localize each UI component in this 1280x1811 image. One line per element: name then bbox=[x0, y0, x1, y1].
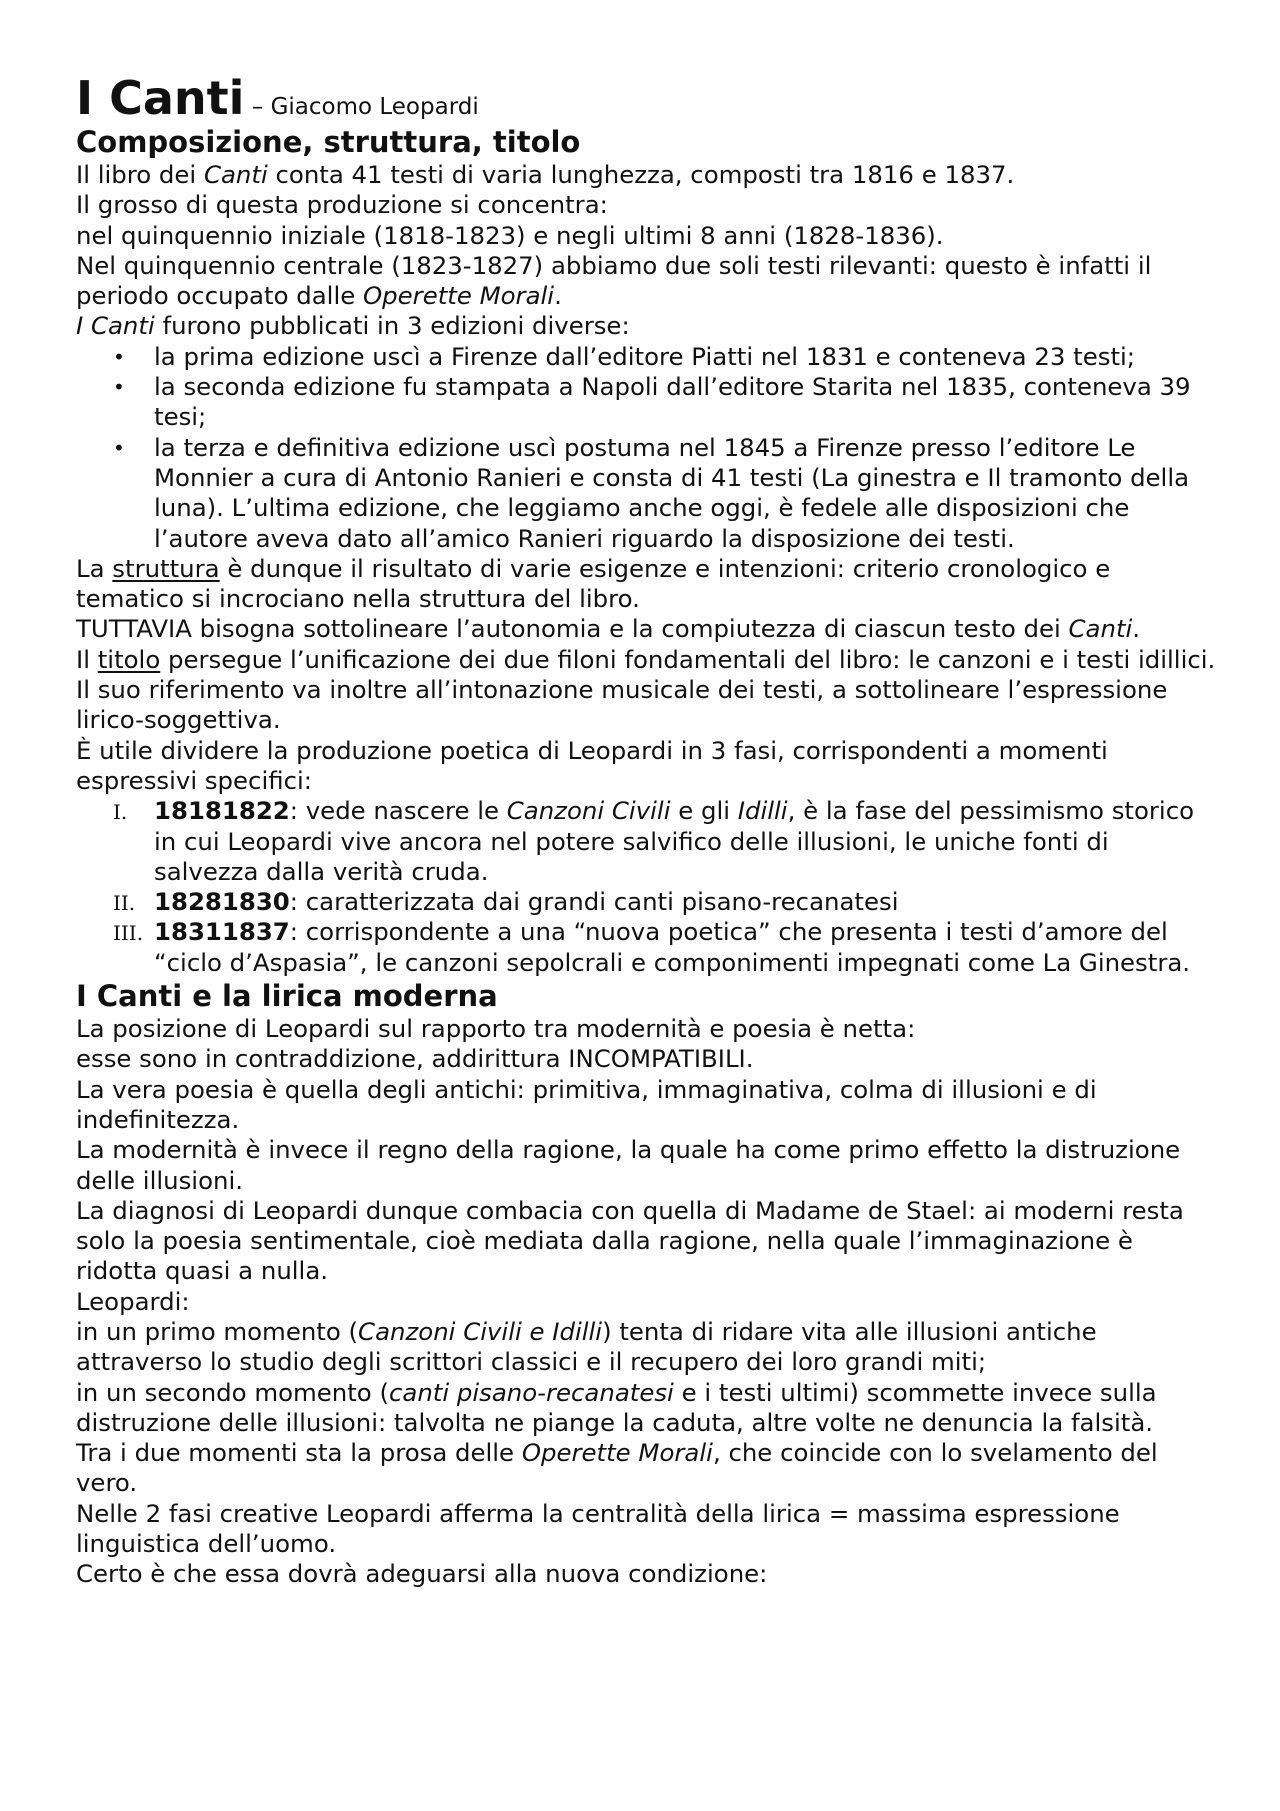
phases-list bbox=[76, 796, 1216, 978]
text: in un secondo momento ( bbox=[76, 1377, 389, 1407]
italic-text: Operette Morali bbox=[521, 1438, 713, 1468]
text: ) tenta di ridare vita alle illusioni antiche attraverso lo studio degli scrittori classici e il recupero dei loro grandi miti; bbox=[76, 1316, 1097, 1377]
text: Nel quinquennio centrale (1823-1827) abbiamo due soli testi rilevanti: questo è infatti il periodo occupato dalle bbox=[76, 250, 1152, 311]
paragraph: Leopardi: bbox=[76, 1286, 190, 1316]
text: La bbox=[76, 553, 113, 583]
text: e gli bbox=[670, 796, 738, 826]
paragraph bbox=[76, 554, 1216, 615]
paragraph: La posizione di Leopardi sul rapporto tra modernità e poesia è netta: bbox=[76, 1014, 916, 1044]
paragraph: La diagnosi di Leopardi dunque combacia con quella di Madame de Stael: ai moderni resta solo la poesia sentimentale, cioè mediata dalla ragione, nella quale l’immaginazione è ridotta quasi a nulla. bbox=[76, 1195, 1184, 1286]
paragraph bbox=[76, 160, 1216, 190]
text: TUTTAVIA bisogna sottolineare l’autonomia e la compiutezza di ciascun testo dei bbox=[76, 614, 1069, 644]
paragraph: esse sono in contraddizione, addirittura INCOMPATIBILI. bbox=[76, 1044, 754, 1074]
text: Il libro dei bbox=[76, 160, 204, 189]
paragraph bbox=[76, 1317, 1216, 1378]
paragraph bbox=[76, 1378, 1216, 1439]
text: . bbox=[1132, 614, 1141, 644]
text: , che coincide con lo svelamento del vero. bbox=[76, 1438, 1158, 1498]
paragraph bbox=[76, 251, 1216, 312]
italic-text: canti pisano-recanatesi bbox=[388, 1377, 674, 1407]
text: persegue l’unificazione dei due filoni fondamentali del libro: le canzoni e i testi idillici. Il suo riferimento va inoltre all’intonazione musicale dei testi, a sottolineare l’espressione lirico-soggettiva. bbox=[76, 644, 1216, 735]
document-title bbox=[76, 72, 1216, 124]
bold-text: 18281830 bbox=[154, 887, 290, 917]
title-dash: – bbox=[244, 94, 271, 120]
bold-text: 18181822 bbox=[154, 796, 290, 826]
paragraph: È utile dividere la produzione poetica di Leopardi in 3 fasi, corrispondenti a momenti espressivi specifici: bbox=[76, 735, 1108, 795]
text: conta 41 testi di varia lunghezza, composti tra 1816 e 1837. bbox=[267, 160, 1015, 189]
text: , è la fase del pessimismo storico in cui Leopardi vive ancora nel potere salvifico delle illusioni, le uniche fonti di salvezza dalla verità cruda. bbox=[154, 796, 1195, 886]
list-item bbox=[76, 887, 1216, 917]
italic-text: I Canti bbox=[76, 311, 155, 341]
paragraph: La vera poesia è quella degli antichi: primitiva, immaginativa, colma di illusioni e di indefinitezza. bbox=[76, 1074, 1097, 1134]
text: è dunque il risultato di varie esigenze e intenzioni: criterio cronologico e tematico si incrociano nella struttura del libro. bbox=[76, 553, 1111, 614]
italic-text: Canzoni Civili bbox=[506, 796, 671, 826]
text: Tra i due momenti sta la prosa delle bbox=[76, 1438, 522, 1468]
list-item: • la terza e definitiva edizione uscì postuma nel 1845 a Firenze presso l’editore Le Monnier a cura di Antonio Ranieri e consta di 41 testi (La ginestra e Il tramonto della luna). L’ultima edizione, che leggiamo anche oggi, è fedele alle disposizioni che l’autore aveva dato all’amico Ranieri riguardo la disposizione dei testi. bbox=[76, 433, 1216, 554]
paragraph bbox=[76, 645, 1216, 736]
underlined-text: struttura bbox=[112, 553, 220, 583]
italic-text: Operette Morali bbox=[362, 281, 555, 311]
section-heading-lirica-moderna: I Canti e la lirica moderna bbox=[76, 979, 498, 1014]
text: : corrispondente a una “nuova poetica” che presenta i testi d’amore del “ciclo d’Aspasia”, le canzoni sepolcrali e componimenti impegnati come La Ginestra. bbox=[154, 917, 1191, 977]
text: : vede nascere le bbox=[289, 796, 507, 826]
paragraph: Certo è che essa dovrà adeguarsi alla nuova condizione: bbox=[76, 1559, 768, 1589]
list-item bbox=[76, 796, 1216, 887]
paragraph bbox=[76, 311, 1216, 341]
text: furono pubblicati in 3 edizioni diverse: bbox=[154, 311, 630, 341]
document-page bbox=[76, 72, 1216, 1590]
editions-list bbox=[76, 342, 1216, 554]
paragraph: La modernità è invece il regno della ragione, la quale ha come primo effetto la distruzione delle illusioni. bbox=[76, 1135, 1181, 1195]
italic-text: Canzoni Civili e Idilli bbox=[358, 1316, 603, 1346]
list-number: I. bbox=[113, 800, 128, 825]
title-author: Giacomo Leopardi bbox=[270, 94, 479, 120]
list-number: III. bbox=[113, 921, 144, 946]
list-number: II. bbox=[113, 891, 136, 916]
paragraph bbox=[76, 614, 1216, 644]
underlined-text: titolo bbox=[97, 644, 161, 674]
italic-text: Idilli bbox=[737, 796, 788, 826]
text: . bbox=[554, 281, 562, 311]
text: : caratterizzata dai grandi canti pisano-recanatesi bbox=[289, 887, 899, 917]
section-heading-composizione: Composizione, struttura, titolo bbox=[76, 125, 581, 159]
paragraph: Il grosso di questa produzione si concentra: bbox=[76, 190, 608, 220]
text: e i testi ultimi) scommette invece sulla distruzione delle illusioni: talvolta ne piange la caduta, altre volte ne denuncia la falsità. bbox=[76, 1377, 1157, 1437]
paragraph bbox=[76, 1438, 1216, 1499]
paragraph: Nelle 2 fasi creative Leopardi afferma la centralità della lirica = massima espressione linguistica dell’uomo. bbox=[76, 1498, 1120, 1559]
italic-text: Canti bbox=[203, 160, 268, 189]
list-item: • la seconda edizione fu stampata a Napoli dall’editore Starita nel 1835, conteneva 39 tesi; bbox=[76, 372, 1216, 433]
text: Il bbox=[76, 644, 98, 674]
italic-text: Canti bbox=[1068, 614, 1133, 644]
bold-text: 18311837 bbox=[154, 917, 290, 947]
text: in un primo momento ( bbox=[76, 1316, 359, 1346]
list-item: • la prima edizione uscì a Firenze dall’editore Piatti nel 1831 e conteneva 23 testi; bbox=[76, 342, 1216, 372]
paragraph: nel quinquennio iniziale (1818-1823) e negli ultimi 8 anni (1828-1836). bbox=[76, 220, 944, 250]
list-item bbox=[76, 917, 1216, 978]
title-main: I Canti bbox=[76, 71, 245, 125]
